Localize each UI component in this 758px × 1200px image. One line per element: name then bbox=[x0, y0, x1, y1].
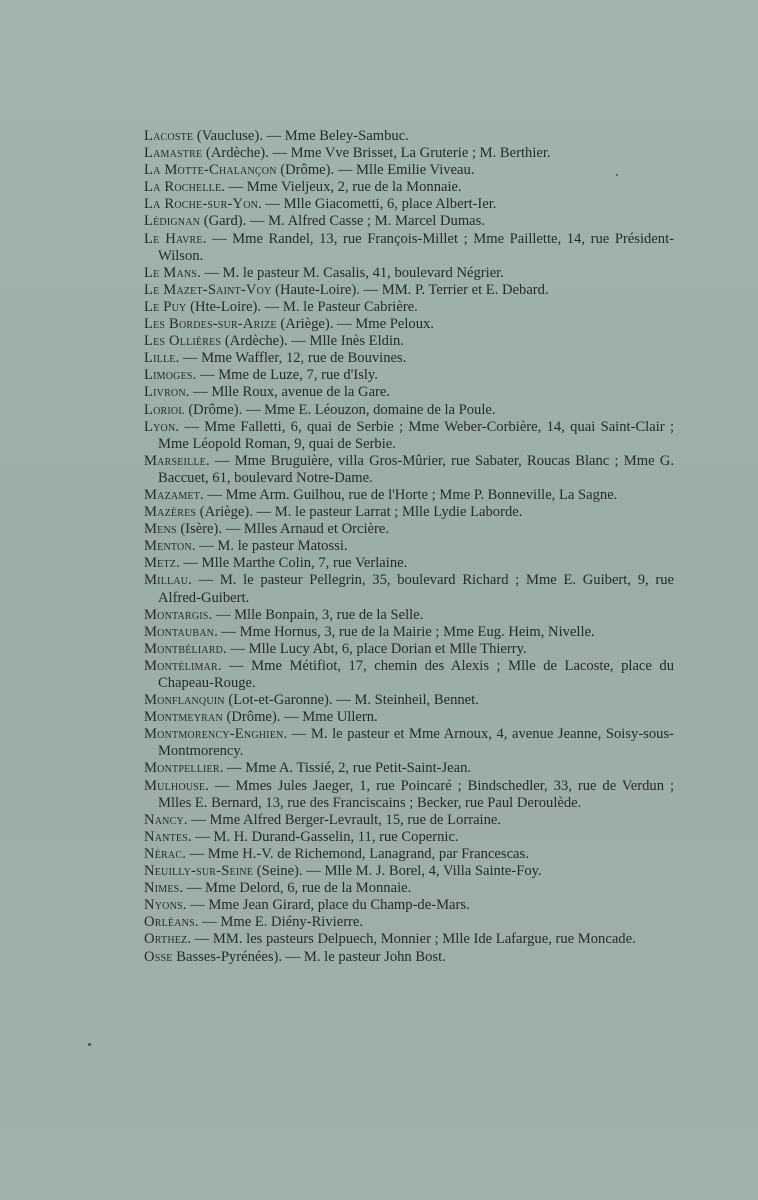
list-item bbox=[144, 384, 674, 401]
town-name: Orléans bbox=[144, 914, 195, 931]
town-name: Monflanquin bbox=[144, 692, 225, 709]
list-item bbox=[144, 538, 674, 555]
town-name: Montmorency-Enghien bbox=[144, 726, 284, 743]
town-name: Nérac bbox=[144, 845, 183, 862]
list-item bbox=[144, 914, 674, 931]
town-name: Millau bbox=[144, 572, 189, 589]
town-name: Montargis bbox=[144, 606, 209, 623]
entry-text: (Haute-Loire). — MM. P. Terrier et E. Debard. bbox=[271, 281, 549, 298]
town-name: Montauban bbox=[144, 623, 215, 640]
entry-text: . — Mme Vieljeux, 2, rue de la Monnaie. bbox=[221, 179, 462, 196]
list-item bbox=[144, 880, 674, 897]
list-item bbox=[144, 863, 674, 880]
entry-text: . — Mme Delord, 6, rue de la Monnaie. bbox=[179, 880, 412, 897]
entry-text: (Ardèche). — Mlle Inès Eldin. bbox=[221, 333, 404, 350]
town-name: Lédignan bbox=[144, 213, 201, 230]
list-item bbox=[144, 231, 674, 265]
entry-text: (Drôme). — Mme E. Léouzon, domaine de la Poule. bbox=[184, 401, 496, 418]
entry-text: . — Mme de Luze, 7, rue d'Isly. bbox=[192, 367, 378, 384]
entry-text: . — Mmes Jules Jaeger, 1, rue Poincaré ; Bindschedler, 33, rue de Verdun ; Mlles E. Bernard, 13, rue des Franciscains ; Becker, rue Paul Deroulède. bbox=[158, 777, 674, 811]
town-name: Le Mans bbox=[144, 264, 198, 281]
town-name: Montbéliard bbox=[144, 640, 224, 657]
town-name: Les Ollières bbox=[144, 333, 222, 350]
list-item bbox=[144, 555, 674, 572]
list-item bbox=[144, 419, 674, 453]
list-item bbox=[144, 641, 674, 658]
town-name: Lyon bbox=[144, 418, 176, 435]
town-name: Montpellier bbox=[144, 760, 220, 777]
entry-text: (Hte-Loire). — M. le Pasteur Cabrière. bbox=[186, 298, 418, 315]
town-name: Mens bbox=[144, 521, 177, 538]
list-item bbox=[144, 897, 674, 914]
town-name: Le Havre bbox=[144, 230, 203, 247]
entry-text: (Ardèche). — Mme Vve Brisset, La Gruterie ; M. Berthier. bbox=[202, 145, 551, 162]
list-item bbox=[144, 572, 674, 606]
town-name: Lacoste bbox=[144, 128, 194, 144]
entry-text: . — Mme Randel, 13, rue François-Millet ; Mme Paillette, 14, rue Président-Wilson. bbox=[158, 230, 674, 264]
entry-text: . — M. le pasteur M. Casalis, 41, boulevard Négrier. bbox=[197, 264, 504, 281]
list-item bbox=[144, 624, 674, 641]
town-name: Mazères bbox=[144, 504, 197, 521]
list-item bbox=[144, 658, 674, 692]
entry-text: (Drôme). — Mme Ullern. bbox=[222, 709, 378, 726]
town-name: Mulhouse bbox=[144, 777, 206, 794]
town-name: Neuilly-sur-Seine bbox=[144, 863, 254, 880]
town-name: Metz bbox=[144, 555, 177, 572]
list-item bbox=[144, 265, 674, 282]
entry-text: (Drôme). — Mlle Emilie Viveau. bbox=[276, 162, 475, 179]
town-list bbox=[144, 128, 674, 966]
list-item bbox=[144, 299, 674, 316]
entry-text: . — Mme Hornus, 3, rue de la Mairie ; Mme Eug. Heim, Nivelle. bbox=[214, 623, 595, 640]
entry-text: . — Mme H.-V. de Richemond, Lanagrand, par Francescas. bbox=[182, 845, 529, 862]
list-item bbox=[144, 829, 674, 846]
entry-text: . — Mme Falletti, 6, quai de Serbie ; Mme Weber-Corbière, 14, quai Saint-Clair ; Mme Léopold Roman, 9, quai de Serbie. bbox=[158, 418, 674, 452]
entry-text: . — Mlle Lucy Abt, 6, place Dorian et Mlle Thierry. bbox=[223, 640, 527, 657]
town-name: La Roche-sur-Yon bbox=[144, 196, 259, 213]
entry-text: (Isère). — Mlles Arnaud et Orcière. bbox=[176, 521, 390, 538]
entry-text: . — Mme Métifiot, 17, chemin des Alexis ; Mlle de Lacoste, place du Chapeau-Rouge. bbox=[158, 657, 674, 691]
entry-text: . — Mme E. Diény-Rivierre. bbox=[194, 914, 364, 931]
list-item bbox=[144, 778, 674, 812]
entry-text: . — M. le pasteur Matossi. bbox=[191, 538, 348, 555]
town-name: Marseille bbox=[144, 452, 206, 469]
ink-speck bbox=[616, 174, 618, 176]
town-name: Lille bbox=[144, 350, 176, 367]
town-name: Menton bbox=[144, 538, 192, 555]
list-item bbox=[144, 521, 674, 538]
entry-text: (Gard). — M. Alfred Casse ; M. Marcel Dumas. bbox=[200, 213, 485, 230]
list-item bbox=[144, 213, 674, 230]
town-name: Loriol bbox=[144, 401, 185, 418]
entry-text: . — Mlle Giacometti, 6, place Albert-Ier. bbox=[258, 196, 497, 213]
list-item bbox=[144, 162, 674, 179]
list-item bbox=[144, 709, 674, 726]
town-name: Mazamet bbox=[144, 486, 201, 503]
list-item bbox=[144, 145, 674, 162]
town-name: Limoges bbox=[144, 367, 193, 384]
town-name: Orthez bbox=[144, 931, 188, 948]
entry-text: Basses-Pyrénées). — M. le pasteur John Bost. bbox=[172, 948, 446, 965]
list-item bbox=[144, 692, 674, 709]
town-name: Le Mazet-Saint-Voy bbox=[144, 281, 272, 298]
list-item bbox=[144, 607, 674, 624]
entry-text: (Ariège). — Mme Peloux. bbox=[276, 316, 434, 333]
town-name: Nimes bbox=[144, 880, 180, 897]
town-name: Nancy bbox=[144, 811, 184, 828]
entry-text: . — M. le pasteur Pellegrin, 35, boulevard Richard ; Mme E. Guibert, 9, rue Alfred-Guibert. bbox=[158, 572, 674, 606]
town-name: Nantes bbox=[144, 828, 188, 845]
town-name: Le Puy bbox=[144, 298, 187, 315]
town-name: La Rochelle bbox=[144, 179, 222, 196]
list-item bbox=[144, 367, 674, 384]
list-item bbox=[144, 846, 674, 863]
town-name: Les Bordes-sur-Arize bbox=[144, 316, 277, 333]
entry-text: . — Mme A. Tissié, 2, rue Petit-Saint-Jean. bbox=[219, 760, 472, 777]
entry-text: . — Mme Bruguière, villa Gros-Mûrier, rue Sabater, Roucas Blanc ; Mme G. Baccuet, 61, boulevard Notre-Dame. bbox=[158, 452, 674, 486]
list-item bbox=[144, 179, 674, 196]
list-item bbox=[144, 453, 674, 487]
list-item bbox=[144, 760, 674, 777]
entry-text: (Seine). — Mlle M. J. Borel, 4, Villa Sainte-Foy. bbox=[253, 863, 542, 880]
list-item bbox=[144, 316, 674, 333]
entry-text: (Vaucluse). — Mme Beley-Sambuc. bbox=[193, 128, 409, 144]
town-name: La Motte-Chalançon bbox=[144, 162, 277, 179]
town-name: Montélimar bbox=[144, 657, 218, 674]
town-name: Nyons bbox=[144, 897, 183, 914]
town-name: Osse bbox=[144, 948, 173, 965]
entry-text: . — Mlle Bonpain, 3, rue de la Selle. bbox=[208, 606, 424, 623]
entry-text: . — Mme Alfred Berger-Levrault, 15, rue de Lorraine. bbox=[183, 811, 502, 828]
list-item bbox=[144, 931, 674, 948]
list-item bbox=[144, 487, 674, 504]
entry-text: . — Mme Jean Girard, place du Champ-de-Mars. bbox=[182, 897, 470, 914]
entry-text: . — Mme Waffler, 12, rue de Bouvines. bbox=[175, 350, 407, 367]
town-name: Livron bbox=[144, 384, 186, 401]
list-item bbox=[144, 504, 674, 521]
entry-text: (Ariège). — M. le pasteur Larrat ; Mlle Lydie Laborde. bbox=[196, 504, 523, 521]
list-item bbox=[144, 402, 674, 419]
list-item bbox=[144, 282, 674, 299]
list-item bbox=[144, 949, 674, 966]
town-name: Lamastre bbox=[144, 145, 203, 162]
ink-speck bbox=[88, 1043, 91, 1046]
entry-text: . — M. H. Durand-Gasselin, 11, rue Copernic. bbox=[187, 828, 459, 845]
entry-text: . — Mlle Roux, avenue de la Gare. bbox=[185, 384, 391, 401]
entry-text: . — MM. les pasteurs Delpuech, Monnier ; Mlle Ide Lafargue, rue Moncade. bbox=[187, 931, 636, 948]
list-item bbox=[144, 350, 674, 367]
town-name: Montmeyran bbox=[144, 709, 223, 726]
entry-text: (Lot-et-Garonne). — M. Steinheil, Bennet. bbox=[224, 692, 479, 709]
entry-text: . — Mme Arm. Guilhou, rue de l'Horte ; Mme P. Bonneville, La Sagne. bbox=[200, 486, 618, 503]
list-item bbox=[144, 333, 674, 350]
list-item bbox=[144, 812, 674, 829]
entry-text: . — M. le pasteur et Mme Arnoux, 4, avenue Jeanne, Soisy-sous-Montmorency. bbox=[158, 726, 674, 760]
entry-text: . — Mlle Marthe Colin, 7, rue Verlaine. bbox=[176, 555, 408, 572]
list-item bbox=[144, 196, 674, 213]
list-item bbox=[144, 726, 674, 760]
list-item bbox=[144, 128, 674, 145]
